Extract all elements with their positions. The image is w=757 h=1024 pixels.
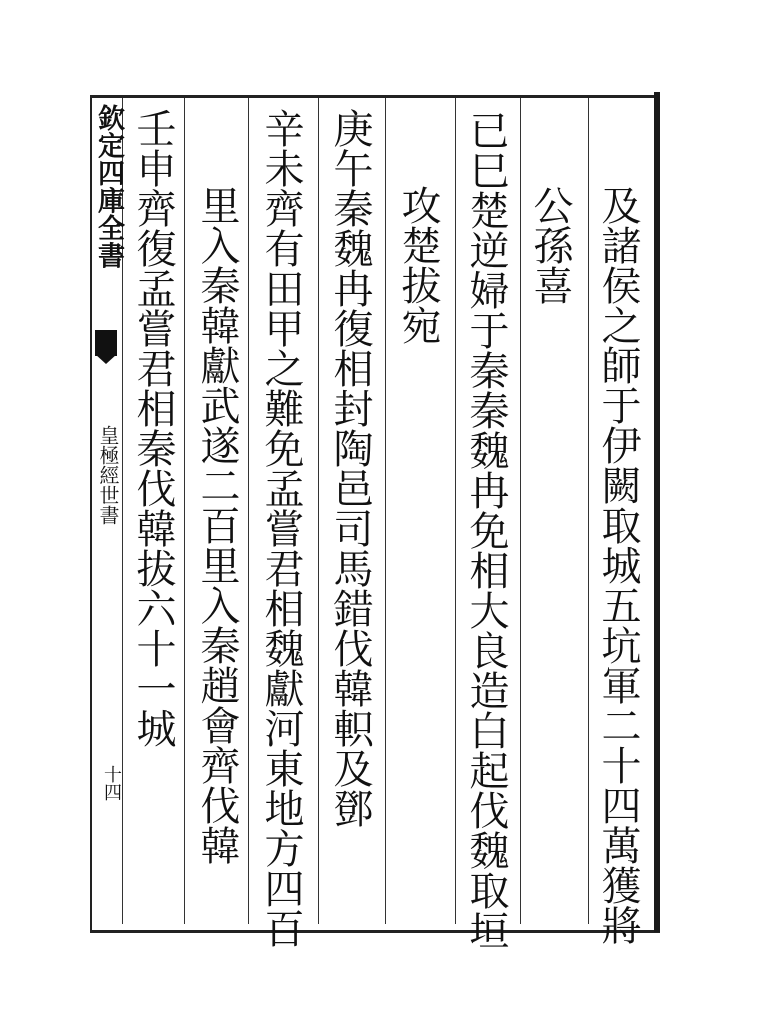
text-column-8: 壬申齊復孟嘗君相秦伐韓拔六十一城: [130, 108, 176, 748]
column-rule: [520, 98, 521, 924]
text-column-7: 里入秦韓獻武遂二百里入秦趙會齊伐韓: [194, 185, 240, 865]
text-column-5: 庚午秦魏冉復相封陶邑司馬錯伐韓軹及鄧: [327, 108, 373, 828]
text-column-2: 公孫喜: [527, 185, 573, 305]
collection-title: 欽定四庫全書: [93, 104, 124, 269]
page-number: 十四: [101, 765, 122, 801]
page-frame-right-edge: [654, 92, 660, 932]
text-column-6: 辛未齊有田甲之難免孟嘗君相魏獻河東地方四百: [258, 108, 304, 948]
column-rule: [248, 98, 249, 924]
column-rule: [588, 98, 589, 924]
column-rule: [318, 98, 319, 924]
book-title: 皇極經世書: [96, 425, 120, 525]
column-rule: [385, 98, 386, 924]
fish-tail-mark: [95, 330, 117, 356]
column-rule: [455, 98, 456, 924]
text-column-4: 攻楚拔宛: [395, 185, 441, 345]
text-column-3: 已巳楚逆婦于秦秦魏冉免相大良造白起伐魏取垣: [463, 110, 509, 950]
column-rule: [184, 98, 185, 924]
text-column-1: 及諸侯之師于伊闕取城五坑軍二十四萬獲將: [595, 185, 641, 945]
